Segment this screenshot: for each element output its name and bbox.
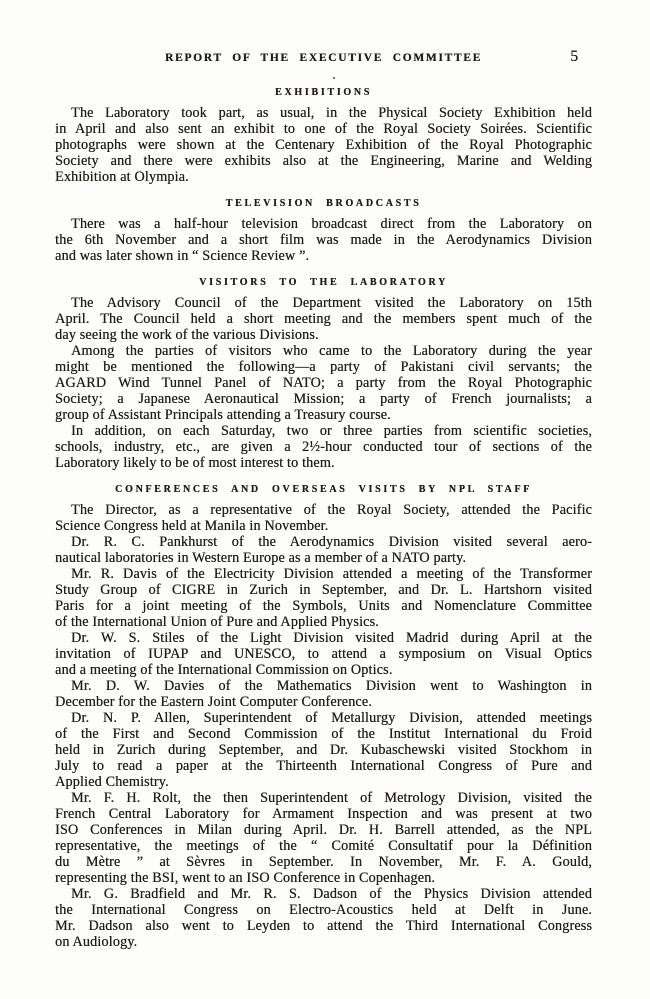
paragraph	[55, 534, 592, 566]
text-line: and was later shown in “ Science Review ”.	[55, 248, 310, 264]
section-heading: EXHIBITIONS	[275, 87, 372, 98]
paragraph	[55, 630, 592, 678]
text-line: April. The Council held a short meeting and the members spent much of the	[55, 311, 592, 327]
text-line: the 6th November and a short film was made in the Aerodynamics Division	[55, 232, 592, 248]
text-line: Dr. N. P. Allen, Superintendent of Metallurgy Division, attended meetings	[71, 710, 592, 726]
text-line: Paris for a joint meeting of the Symbols, Units and Nomenclature Committee	[55, 598, 592, 614]
paragraph	[55, 295, 592, 343]
page-column	[55, 0, 592, 950]
text-line: AGARD Wind Tunnel Panel of NATO; a party from the Royal Photographic	[55, 375, 592, 391]
text-line: Mr. Dadson also went to Leyden to attend the Third International Congress	[55, 918, 592, 934]
section-heading: VISITORS TO THE LABORATORY	[199, 277, 448, 288]
text-line: representing the BSI, went to an ISO Conference in Copenhagen.	[55, 870, 436, 886]
text-line: might be mentioned the following—a party of Pakistani civil servants; the	[55, 359, 592, 375]
paragraph	[55, 790, 592, 886]
text-line: The Laboratory took part, as usual, in the Physical Society Exhibition held	[71, 105, 592, 121]
section-heading: CONFERENCES AND OVERSEAS VISITS BY NPL STAFF	[115, 484, 532, 495]
section-heading: TELEVISION BROADCASTS	[225, 198, 422, 209]
text-line: Applied Chemistry.	[55, 774, 169, 790]
paragraph	[55, 216, 592, 264]
paragraph	[55, 566, 592, 630]
document-body	[55, 86, 592, 950]
text-line: Among the parties of visitors who came to the Laboratory during the year	[71, 343, 592, 359]
text-line: the International Congress on Electro-Acoustics held at Delft in June.	[55, 902, 592, 918]
section	[55, 483, 592, 950]
text-line: French Central Laboratory for Armament Inspection and was present at two	[55, 806, 592, 822]
text-line: of the International Union of Pure and Applied Physics.	[55, 614, 379, 630]
text-line: Dr. R. C. Pankhurst of the Aerodynamics Division visited several aero-	[71, 534, 592, 550]
text-line: Dr. W. S. Stiles of the Light Division visited Madrid during April at the	[71, 630, 592, 646]
running-head-title: REPORT OF THE EXECUTIVE COMMITTEE	[164, 52, 483, 64]
paragraph	[55, 343, 592, 423]
text-line: and a meeting of the International Commission on Optics.	[55, 662, 393, 678]
text-line: schools, industry, etc., are given a 2½-hour conducted tour of sections of the	[55, 439, 592, 455]
section	[55, 86, 592, 185]
text-line: Science Congress held at Manila in November.	[55, 518, 329, 534]
text-line: There was a half-hour television broadcast direct from the Laboratory on	[71, 216, 592, 232]
text-line: Laboratory likely to be of most interest to them.	[55, 455, 335, 471]
text-line: Society; a Japanese Aeronautical Mission; a party of French journalists; a	[55, 391, 592, 407]
text-line: in April and also sent an exhibit to one of the Royal Society Soirées. Scientific	[55, 121, 592, 137]
paragraph	[55, 886, 592, 950]
text-line: photographs were shown at the Centenary Exhibition of the Royal Photographic	[55, 137, 592, 153]
text-line: on Audiology.	[55, 934, 138, 950]
text-line: The Advisory Council of the Department visited the Laboratory on 15th	[71, 295, 592, 311]
text-line: Mr. D. W. Davies of the Mathematics Division went to Washington in	[71, 678, 592, 694]
text-line: Exhibition at Olympia.	[55, 169, 189, 185]
paragraph	[55, 710, 592, 790]
text-line: held in Zurich during September, and Dr. Kubaschewski visited Stockhom in	[55, 742, 592, 758]
text-line: Study Group of CIGRE in Zurich in September, and Dr. L. Hartshorn visited	[55, 582, 592, 598]
text-line: invitation of IUPAP and UNESCO, to attend a symposium on Visual Optics	[55, 646, 592, 662]
text-line: Mr. F. H. Rolt, the then Superintendent of Metrology Division, visited the	[71, 790, 592, 806]
text-line: representative, the meetings of the “ Comité Consultatif pour la Définition	[55, 838, 592, 854]
text-line: Mr. R. Davis of the Electricity Division attended a meeting of the Transformer	[71, 566, 592, 582]
paragraph	[55, 105, 592, 185]
section	[55, 197, 592, 264]
text-line: July to read a paper at the Thirteenth International Congress of Pure and	[55, 758, 592, 774]
text-line: In addition, on each Saturday, two or three parties from scientific societies,	[71, 423, 592, 439]
text-line: Mr. G. Bradfield and Mr. R. S. Dadson of the Physics Division attended	[71, 886, 592, 902]
paragraph	[55, 423, 592, 471]
text-line: group of Assistant Principals attending a Treasury course.	[55, 407, 391, 423]
text-line: Society and there were exhibits also at the Engineering, Marine and Welding	[55, 153, 592, 169]
paragraph	[55, 502, 592, 534]
running-head	[55, 0, 592, 65]
page-number: 5	[570, 48, 578, 65]
text-line: day seeing the work of the various Divisions.	[55, 327, 319, 343]
text-line: The Director, as a representative of the Royal Society, attended the Pacific	[71, 502, 592, 518]
text-line: du Mètre ” at Sèvres in September. In November, Mr. F. A. Gould,	[55, 854, 592, 870]
section	[55, 276, 592, 471]
text-line: December for the Eastern Joint Computer Conference.	[55, 694, 372, 710]
paragraph	[55, 678, 592, 710]
text-line: nautical laboratories in Western Europe as a member of a NATO party.	[55, 550, 467, 566]
text-line: of the First and Second Commission of the Institut International du Froid	[55, 726, 592, 742]
text-line: ISO Conferences in Milan during April. Dr. H. Barrell attended, as the NPL	[55, 822, 592, 838]
